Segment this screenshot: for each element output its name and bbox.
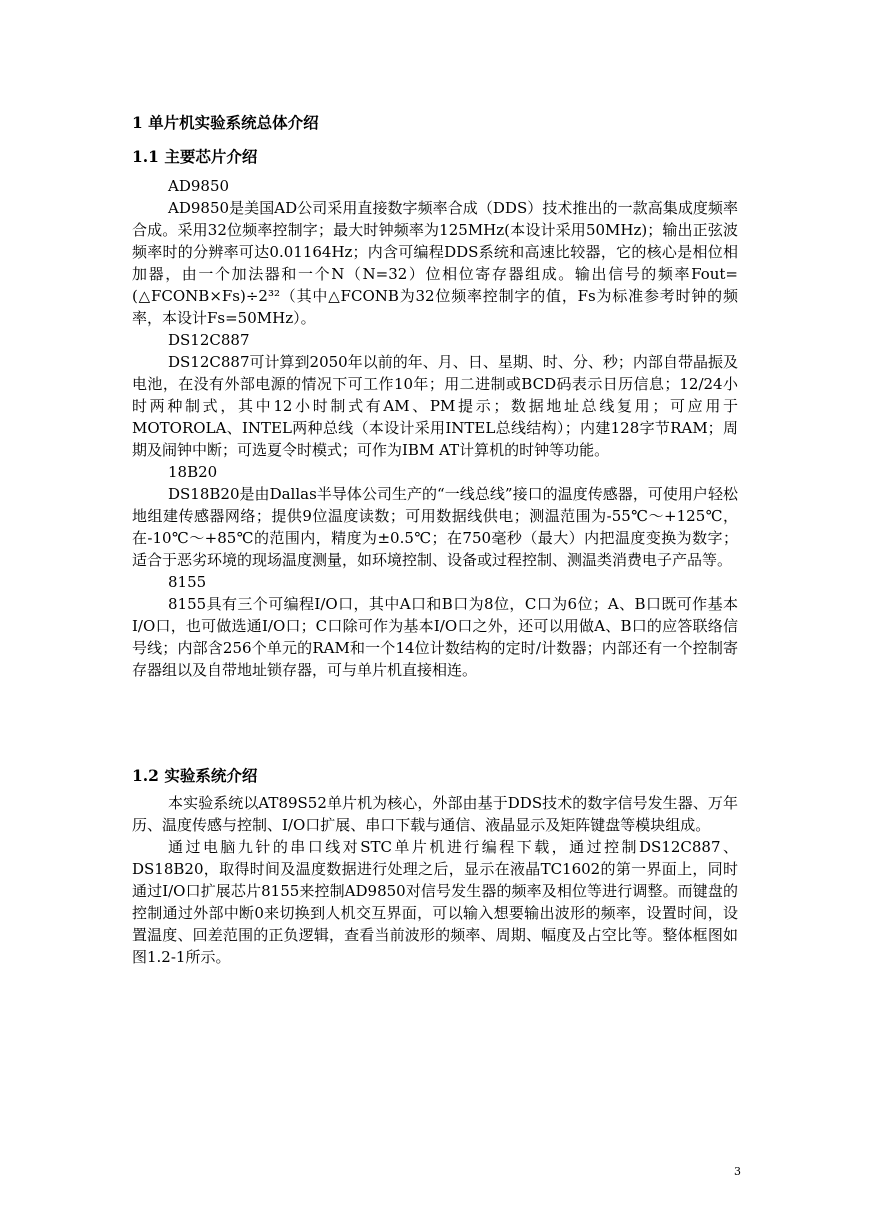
section-1-2-title: 1.2 实验系统介绍 (132, 766, 258, 785)
section-1-title: 1 单片机实验系统总体介绍 (132, 113, 319, 132)
paragraph-8155: 8155具有三个可编程I/O口，其中A口和B口为8位，C口为6位；A、B口既可作基本I/O口，也可做选通I/O口；C口除可作为基本I/O口之外，还可以用做A、B口的应答联络信号线；内部含256个单元的RAM和一个14位计数结构的定时/计数器；内部还有一个控制寄存器组以及自带地址锁存器，可与单片机直接相连。 (132, 595, 738, 679)
paragraph-system-operation: 通过电脑九针的串口线对STC单片机进行编程下载，通过控制DS12C887、DS18B20，取得时间及温度数据进行处理之后，显示在液晶TC1602的第一界面上，同时通过I/O口扩展芯片8155来控制AD9850对信号发生器的频率及相位等进行调整。而键盘的控制通过外部中断0来切换到人机交互界面，可以输入想要输出波形的频率，设置时间，设置温度、回差范围的正负逻辑，查看当前波形的频率、周期、幅度及占空比等。整体框图如图1.2-1所示。 (132, 838, 738, 966)
paragraph-ad9850: AD9850是美国AD公司采用直接数字频率合成（DDS）技术推出的一款高集成度频率合成。采用32位频率控制字；最大时钟频率为125MHz(本设计采用50MHz)；输出正弦波频率时的分辨率可达0.01164Hz；内含可编程DDS系统和高速比较器，它的核心是相位相加器，由一个加法器和一个N（N=32）位相位寄存器组成。输出信号的频率Fout=(△FCONB×Fs)÷2³²（其中△FCONB为32位频率控制字的值，Fs为标准参考时钟的频率，本设计Fs=50MHz）。 (132, 199, 738, 327)
chip-name-ad9850: AD9850 (168, 177, 230, 195)
chip-name-ds12c887: DS12C887 (168, 331, 250, 349)
section-1-1-title: 1.1 主要芯片介绍 (132, 147, 258, 166)
section-1-2-body (132, 792, 738, 968)
section-1-1-body (132, 175, 738, 681)
chip-name-18b20: 18B20 (168, 463, 218, 481)
chip-name-8155: 8155 (168, 573, 207, 591)
paragraph-ds12c887: DS12C887可计算到2050年以前的年、月、日、星期、时、分、秒；内部自带晶振及电池，在没有外部电源的情况下可工作10年；用二进制或BCD码表示日历信息；12/24小时两种制式，其中12小时制式有AM、PM提示；数据地址总线复用；可应用于MOTOROLA、INTEL两种总线（本设计采用INTEL总线结构）；内建128字节RAM；周期及闹钟中断；可选夏令时模式；可作为IBM AT计算机的时钟等功能。 (132, 353, 738, 459)
paragraph-system-overview: 本实验系统以AT89S52单片机为核心，外部由基于DDS技术的数字信号发生器、万年历、温度传感与控制、I/O口扩展、串口下载与通信、液晶显示及矩阵键盘等模块组成。 (132, 794, 738, 834)
page-number: 3 (734, 1165, 741, 1178)
paragraph-ds18b20: DS18B20是由Dallas半导体公司生产的“一线总线”接口的温度传感器，可使用户轻松地组建传感器网络；提供9位温度读数；可用数据线供电；测温范围为-55℃～+125℃，在-10℃～+85℃的范围内，精度为±0.5℃；在750毫秒（最大）内把温度变换为数字；适合于恶劣环境的现场温度测量，如环境控制、设备或过程控制、测温类消费电子产品等。 (132, 485, 738, 569)
